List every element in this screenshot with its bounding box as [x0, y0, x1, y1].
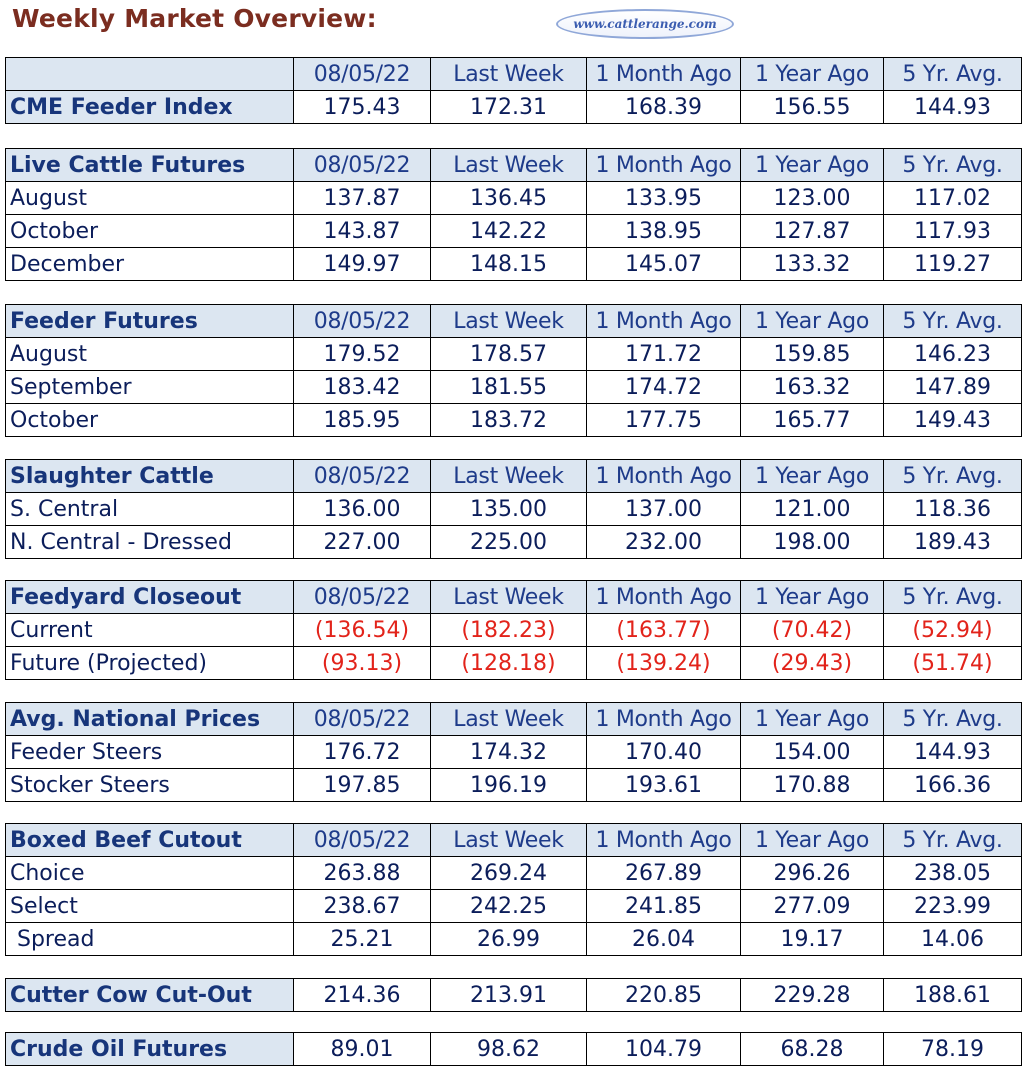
column-header: 1 Month Ago — [587, 824, 741, 857]
section-title: Slaughter Cattle — [6, 460, 294, 493]
cell-value: 193.61 — [587, 769, 741, 802]
cell-value: 78.19 — [884, 1033, 1022, 1066]
cell-value: 159.85 — [741, 338, 884, 371]
cell-value: 156.55 — [741, 91, 884, 124]
cell-value: 145.07 — [587, 248, 741, 281]
row-label: Feeder Steers — [6, 736, 294, 769]
cell-value: 89.01 — [294, 1033, 431, 1066]
table-row — [6, 979, 1022, 1012]
column-header: Last Week — [431, 581, 587, 614]
cell-value: 241.85 — [587, 890, 741, 923]
cell-value: 119.27 — [884, 248, 1022, 281]
cell-value: (51.74) — [884, 647, 1022, 680]
cell-value: 242.25 — [431, 890, 587, 923]
cell-value: 177.75 — [587, 404, 741, 437]
column-header: 1 Year Ago — [741, 824, 884, 857]
cell-value: (136.54) — [294, 614, 431, 647]
row-label: S. Central — [6, 493, 294, 526]
cell-value: 220.85 — [587, 979, 741, 1012]
section-header-row — [6, 149, 1022, 182]
cell-value: 136.00 — [294, 493, 431, 526]
column-header: 1 Month Ago — [587, 703, 741, 736]
cell-value: 188.61 — [884, 979, 1022, 1012]
column-header: Last Week — [431, 305, 587, 338]
cell-value: 213.91 — [431, 979, 587, 1012]
header-spacer — [6, 58, 294, 91]
section-title: Avg. National Prices — [6, 703, 294, 736]
table-feedyard-closeout — [5, 580, 1022, 680]
cell-value: 148.15 — [431, 248, 587, 281]
table-row — [6, 404, 1022, 437]
cell-value: 170.40 — [587, 736, 741, 769]
cell-value: 168.39 — [587, 91, 741, 124]
cell-value: 117.02 — [884, 182, 1022, 215]
cell-value: 296.26 — [741, 857, 884, 890]
column-header: Last Week — [431, 824, 587, 857]
column-header: 5 Yr. Avg. — [884, 703, 1022, 736]
cell-value: 183.72 — [431, 404, 587, 437]
cell-value: 174.72 — [587, 371, 741, 404]
row-label: Select — [6, 890, 294, 923]
cell-value: (182.23) — [431, 614, 587, 647]
cell-value: 137.00 — [587, 493, 741, 526]
cell-value: 225.00 — [431, 526, 587, 559]
column-header: 1 Month Ago — [587, 305, 741, 338]
cell-value: 104.79 — [587, 1033, 741, 1066]
cell-value: 267.89 — [587, 857, 741, 890]
row-label: October — [6, 215, 294, 248]
row-label: August — [6, 338, 294, 371]
cell-value: 227.00 — [294, 526, 431, 559]
column-header: 1 Year Ago — [741, 581, 884, 614]
cell-value: 133.95 — [587, 182, 741, 215]
column-header: 1 Year Ago — [741, 460, 884, 493]
cell-value: 144.93 — [884, 736, 1022, 769]
row-label: Spread — [6, 923, 294, 956]
cell-value: 26.99 — [431, 923, 587, 956]
row-label: Choice — [6, 857, 294, 890]
cell-value: 142.22 — [431, 215, 587, 248]
table-row — [6, 338, 1022, 371]
cell-value: 263.88 — [294, 857, 431, 890]
cell-value: 189.43 — [884, 526, 1022, 559]
table-avg-national-prices — [5, 702, 1022, 802]
row-label: October — [6, 404, 294, 437]
table-row — [6, 91, 1022, 124]
cell-value: 196.19 — [431, 769, 587, 802]
cell-value: 144.93 — [884, 91, 1022, 124]
cell-value: 123.00 — [741, 182, 884, 215]
column-header: 5 Yr. Avg. — [884, 149, 1022, 182]
table-live-cattle-futures — [5, 148, 1022, 281]
cell-value: 68.28 — [741, 1033, 884, 1066]
row-label: September — [6, 371, 294, 404]
cell-value: (128.18) — [431, 647, 587, 680]
cell-value: 277.09 — [741, 890, 884, 923]
cell-value: 166.36 — [884, 769, 1022, 802]
cell-value: 232.00 — [587, 526, 741, 559]
column-header: Last Week — [431, 460, 587, 493]
row-label: N. Central - Dressed — [6, 526, 294, 559]
section-title: Crude Oil Futures — [6, 1033, 294, 1066]
row-label: Future (Projected) — [6, 647, 294, 680]
table-row — [6, 890, 1022, 923]
table-row — [6, 736, 1022, 769]
cell-value: (70.42) — [741, 614, 884, 647]
column-header: 1 Month Ago — [587, 58, 741, 91]
section-header-row — [6, 824, 1022, 857]
table-row — [6, 182, 1022, 215]
table-row — [6, 647, 1022, 680]
cell-value: 185.95 — [294, 404, 431, 437]
column-header: 08/05/22 — [294, 703, 431, 736]
section-header-row — [6, 305, 1022, 338]
table-row — [6, 1033, 1022, 1066]
column-header: 08/05/22 — [294, 824, 431, 857]
section-header-row — [6, 460, 1022, 493]
cell-value: 163.32 — [741, 371, 884, 404]
cell-value: 121.00 — [741, 493, 884, 526]
cell-value: (163.77) — [587, 614, 741, 647]
column-header: 1 Month Ago — [587, 460, 741, 493]
table-row — [6, 923, 1022, 956]
table-cme-feeder-index — [5, 57, 1022, 124]
table-row — [6, 769, 1022, 802]
table-row — [6, 248, 1022, 281]
cell-value: 172.31 — [431, 91, 587, 124]
table-slaughter-cattle — [5, 459, 1022, 559]
row-label: Stocker Steers — [6, 769, 294, 802]
section-title: Live Cattle Futures — [6, 149, 294, 182]
section-title: Feedyard Closeout — [6, 581, 294, 614]
cell-value: 14.06 — [884, 923, 1022, 956]
table-row — [6, 493, 1022, 526]
cell-value: 170.88 — [741, 769, 884, 802]
column-header: 1 Year Ago — [741, 149, 884, 182]
row-label: December — [6, 248, 294, 281]
cell-value: 138.95 — [587, 215, 741, 248]
table-row — [6, 215, 1022, 248]
cell-value: 183.42 — [294, 371, 431, 404]
cell-value: 214.36 — [294, 979, 431, 1012]
cell-value: 19.17 — [741, 923, 884, 956]
logo-text: www.cattlerange.com — [573, 17, 717, 31]
column-header: 5 Yr. Avg. — [884, 305, 1022, 338]
table-feeder-futures — [5, 304, 1022, 437]
cell-value: 147.89 — [884, 371, 1022, 404]
cell-value: 229.28 — [741, 979, 884, 1012]
cell-value: 135.00 — [431, 493, 587, 526]
column-header: 08/05/22 — [294, 460, 431, 493]
table-row — [6, 614, 1022, 647]
column-header: 1 Month Ago — [587, 581, 741, 614]
cell-value: 165.77 — [741, 404, 884, 437]
row-label: Current — [6, 614, 294, 647]
cell-value: 176.72 — [294, 736, 431, 769]
cell-value: 118.36 — [884, 493, 1022, 526]
column-header: 1 Year Ago — [741, 58, 884, 91]
section-title: CME Feeder Index — [6, 91, 294, 124]
column-header: 1 Month Ago — [587, 149, 741, 182]
cell-value: 179.52 — [294, 338, 431, 371]
cell-value: 171.72 — [587, 338, 741, 371]
cell-value: 133.32 — [741, 248, 884, 281]
cell-value: 136.45 — [431, 182, 587, 215]
cell-value: 149.43 — [884, 404, 1022, 437]
column-header-row — [6, 58, 1022, 91]
cell-value: 178.57 — [431, 338, 587, 371]
column-header: 08/05/22 — [294, 58, 431, 91]
cell-value: 127.87 — [741, 215, 884, 248]
cell-value: 174.32 — [431, 736, 587, 769]
cell-value: 149.97 — [294, 248, 431, 281]
column-header: Last Week — [431, 703, 587, 736]
cell-value: 26.04 — [587, 923, 741, 956]
column-header: 5 Yr. Avg. — [884, 58, 1022, 91]
row-label: August — [6, 182, 294, 215]
cell-value: 175.43 — [294, 91, 431, 124]
cell-value: (29.43) — [741, 647, 884, 680]
cell-value: 181.55 — [431, 371, 587, 404]
table-cutter-cow-cut-out — [5, 978, 1022, 1012]
column-header: 5 Yr. Avg. — [884, 581, 1022, 614]
column-header: Last Week — [431, 58, 587, 91]
column-header: 5 Yr. Avg. — [884, 460, 1022, 493]
section-title: Cutter Cow Cut-Out — [6, 979, 294, 1012]
table-crude-oil-futures — [5, 1032, 1022, 1066]
section-header-row — [6, 703, 1022, 736]
column-header: Last Week — [431, 149, 587, 182]
section-title: Feeder Futures — [6, 305, 294, 338]
column-header: 08/05/22 — [294, 149, 431, 182]
section-title: Boxed Beef Cutout — [6, 824, 294, 857]
cell-value: 143.87 — [294, 215, 431, 248]
cell-value: 137.87 — [294, 182, 431, 215]
cell-value: 98.62 — [431, 1033, 587, 1066]
column-header: 1 Year Ago — [741, 703, 884, 736]
cell-value: 117.93 — [884, 215, 1022, 248]
cell-value: 198.00 — [741, 526, 884, 559]
cell-value: 238.67 — [294, 890, 431, 923]
cell-value: (52.94) — [884, 614, 1022, 647]
cell-value: 197.85 — [294, 769, 431, 802]
column-header: 08/05/22 — [294, 305, 431, 338]
column-header: 08/05/22 — [294, 581, 431, 614]
cell-value: 154.00 — [741, 736, 884, 769]
cell-value: 146.23 — [884, 338, 1022, 371]
page-title: Weekly Market Overview: — [12, 4, 377, 33]
table-row — [6, 371, 1022, 404]
cell-value: 25.21 — [294, 923, 431, 956]
cell-value: 238.05 — [884, 857, 1022, 890]
column-header: 1 Year Ago — [741, 305, 884, 338]
column-header: 5 Yr. Avg. — [884, 824, 1022, 857]
table-row — [6, 526, 1022, 559]
cell-value: (139.24) — [587, 647, 741, 680]
cell-value: 269.24 — [431, 857, 587, 890]
cell-value: (93.13) — [294, 647, 431, 680]
cattlerange-logo[interactable] — [556, 9, 734, 39]
table-row — [6, 857, 1022, 890]
cell-value: 223.99 — [884, 890, 1022, 923]
table-boxed-beef-cutout — [5, 823, 1022, 956]
section-header-row — [6, 581, 1022, 614]
